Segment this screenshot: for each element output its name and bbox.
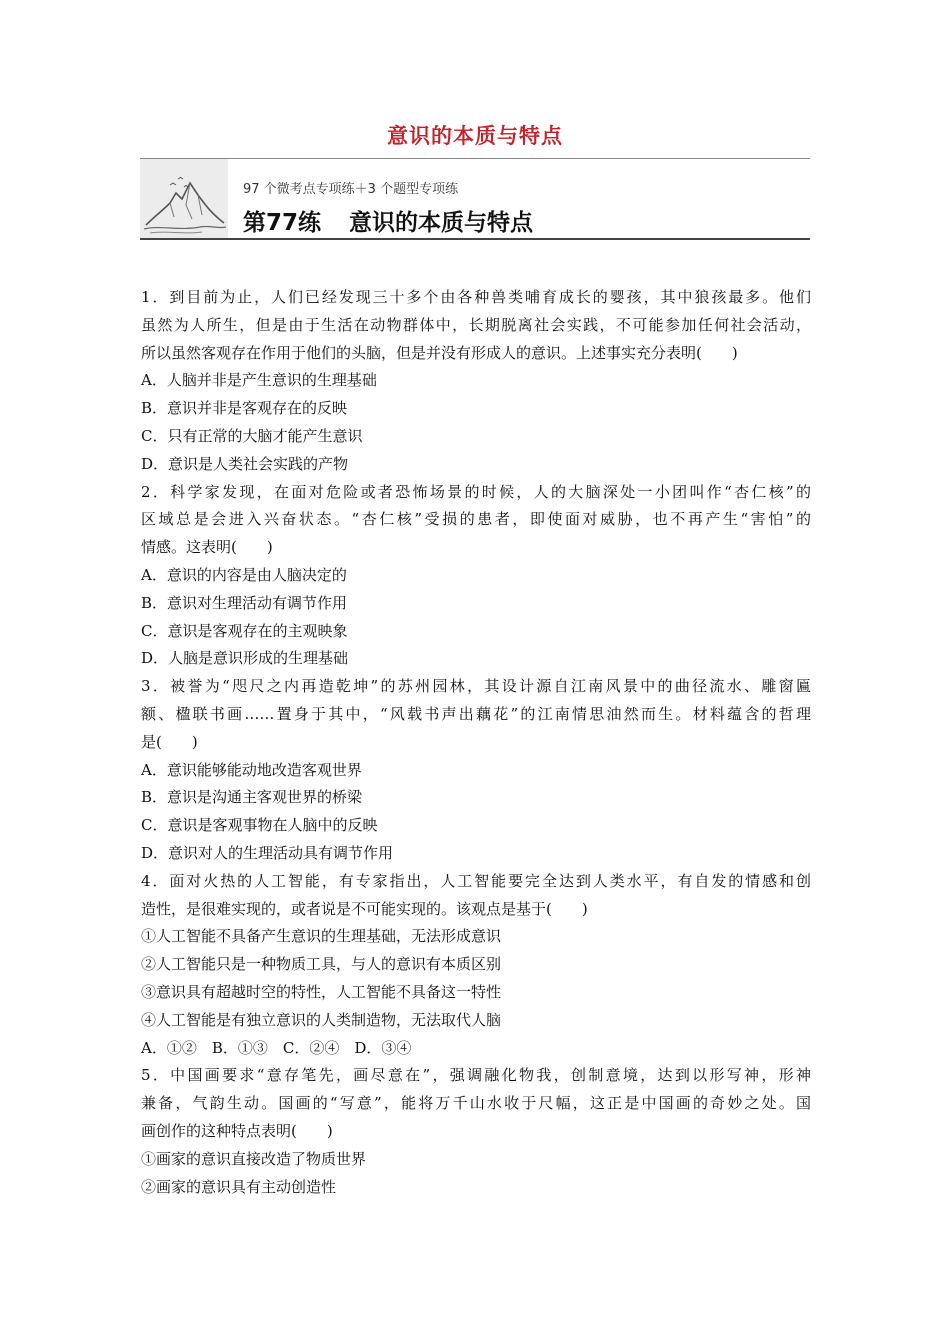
question-stem-line: 区域总是会进入兴奋状态。“杏仁核”受损的患者，即使面对威胁，也不再产生“害怕”的 xyxy=(141,510,811,529)
answer-option: D．意识是人类社会实践的产物 xyxy=(141,454,349,473)
question-stem-line: 画创作的这种特点表明( ) xyxy=(141,1121,333,1140)
question-stem-line: 4．面对火热的人工智能，有专家指出，人工智能要完全达到人类水平，有自发的情感和创 xyxy=(141,871,811,890)
question xyxy=(141,1062,811,1201)
question-stem-line: 是( ) xyxy=(141,732,198,751)
mountain-logo-icon xyxy=(140,159,228,238)
question xyxy=(141,479,811,674)
lesson-title: 意识的本质与特点 xyxy=(349,210,534,236)
question-stem-line: 所以虽然客观存在作用于他们的头脑，但是并没有形成人的意识。上述事实充分表明( ) xyxy=(141,343,738,362)
lesson-number: 第77练 xyxy=(243,210,322,236)
answer-option: ①画家的意识直接改造了物质世界 xyxy=(141,1149,367,1168)
question-stem-line: 2．科学家发现，在面对危险或者恐怖场景的时候，人的大脑深处一小团叫作“杏仁核”的 xyxy=(141,482,811,501)
question-stem-line: 造性，是很难实现的，或者说是不可能实现的。该观点是基于( ) xyxy=(141,899,588,918)
question xyxy=(141,284,811,479)
question-stem-line: 情感。这表明( ) xyxy=(141,538,273,557)
answer-option: D．人脑是意识形成的生理基础 xyxy=(141,649,349,668)
answer-option: B．意识并非是客观存在的反映 xyxy=(141,399,348,418)
answer-option: ①人工智能不具备产生意识的生理基础，无法形成意识 xyxy=(141,927,502,946)
page-title: 意识的本质与特点 xyxy=(387,124,563,148)
answer-option: A．意识能够能动地改造客观世界 xyxy=(141,760,362,779)
banner-bottom-rule xyxy=(140,238,810,240)
question-stem-line: 3．被誉为“咫尺之内再造乾坤”的苏州园林，其设计源自江南风景中的曲径流水、雕窗匾 xyxy=(141,677,811,696)
lesson-banner xyxy=(140,158,810,240)
answer-option: C．只有正常的大脑才能产生意识 xyxy=(141,426,363,445)
answer-option: ②人工智能只是一种物质工具，与人的意识有本质区别 xyxy=(141,955,502,974)
question xyxy=(141,868,811,1063)
answer-option: ③意识具有超越时空的特性，人工智能不具备这一特性 xyxy=(141,982,502,1001)
answer-option: D．意识对人的生理活动具有调节作用 xyxy=(141,843,394,862)
answer-option: C．意识是客观事物在人脑中的反映 xyxy=(141,816,378,835)
answer-option: A．人脑并非是产生意识的生理基础 xyxy=(141,371,377,390)
question-stem-line: 1．到目前为止，人们已经发现三十多个由各种兽类哺育成长的婴孩，其中狼孩最多。他们 xyxy=(141,288,811,306)
answer-option: ④人工智能是有独立意识的人类制造物，无法取代人脑 xyxy=(141,1010,502,1029)
answer-choices: A．①② B．①③ C．②④ D．③④ xyxy=(141,1038,412,1057)
question-list xyxy=(141,284,811,1201)
lesson-heading xyxy=(243,204,533,237)
answer-option: B．意识对生理活动有调节作用 xyxy=(141,593,348,612)
answer-option: B．意识是沟通主客观世界的桥梁 xyxy=(141,788,363,807)
question xyxy=(141,673,811,868)
question-stem-line: 虽然为人所生，但是由于生活在动物群体中，长期脱离社会实践，不可能参加任何社会活动， xyxy=(141,315,811,334)
answer-option: ②画家的意识具有主动创造性 xyxy=(141,1177,337,1196)
answer-option: A．意识的内容是由人脑决定的 xyxy=(141,565,347,584)
question-stem-line: 兼备，气韵生动。国画的“写意”，能将万千山水收于尺幅，这正是中国画的奇妙之处。国 xyxy=(141,1094,811,1113)
banner-subtitle: 97 个微考点专项练＋3 个题型专项练 xyxy=(243,182,459,197)
question-stem-line: 5．中国画要求“意存笔先，画尽意在”，强调融化物我，创制意境，达到以形写神，形神 xyxy=(141,1066,811,1085)
answer-option: C．意识是客观存在的主观映象 xyxy=(141,621,348,640)
question-stem-line: 额、楹联书画……置身于其中，“风载书声出藕花”的江南情思油然而生。材料蕴含的哲理 xyxy=(141,704,811,723)
banner-top-rule xyxy=(140,158,810,159)
